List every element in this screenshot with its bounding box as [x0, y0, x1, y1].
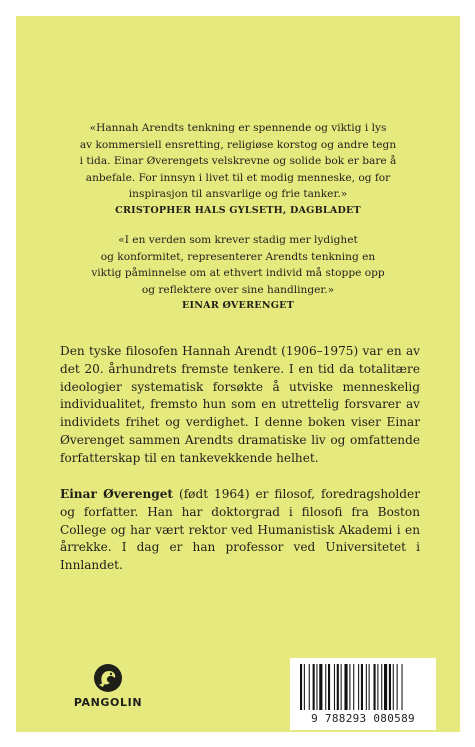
barcode-bar	[349, 664, 350, 710]
publisher-name: PANGOLIN	[73, 696, 143, 709]
barcode-bar	[369, 664, 370, 710]
barcode-bar	[304, 664, 305, 710]
barcode-bar	[341, 664, 342, 710]
barcode-bar	[402, 664, 403, 710]
isbn-number: 9 788293 080589	[311, 712, 415, 725]
barcode-bar	[389, 664, 391, 710]
quote-attribution: EINAR ØVERENGET	[182, 300, 294, 312]
quote-line: «Hannah Arendts tenkning er spennende og viktig i lys	[89, 122, 387, 134]
author-name: Einar Øverenget	[60, 487, 174, 501]
pangolin-logo-icon	[93, 663, 123, 693]
barcode-bar	[377, 664, 378, 710]
barcode-bar	[337, 664, 339, 710]
quote-line: «I en verden som krever stadig mer lydighet	[118, 234, 358, 246]
barcode-bar	[316, 664, 317, 710]
book-description: Den tyske filosofen Hannah Arendt (1906–1975) var en av det 20. århundrets fremste tenkere. I en tid da totalitære ideologier systematisk forsøkte å utviske menneskelig individualitet, fremsto hun som en utrettelig forsvarer av individets frihet og verdighet. I denne boken viser Einar Øverenget sammen Arendts dramatiske liv og omfattende forfatterskap til en tankevekkende helhet.	[60, 344, 420, 465]
review-quote-2	[56, 232, 420, 315]
author-bio	[60, 486, 420, 575]
quote-line: og reflektere over sine handlinger.»	[141, 283, 335, 296]
barcode-bar	[334, 664, 335, 710]
barcode-bar	[381, 664, 382, 710]
isbn-barcode	[290, 658, 436, 730]
publisher-logo	[72, 663, 144, 709]
barcode-bar	[397, 664, 398, 710]
barcode-bar	[358, 664, 359, 710]
barcode-bar	[366, 664, 367, 710]
barcode-bar	[300, 664, 302, 710]
quote-line: og konformitet, representerer Arendts tenkning en	[100, 250, 376, 263]
barcode-bar	[344, 664, 347, 710]
quote-line: viktig påminnelse om at ethvert individ må stoppe opp	[91, 267, 385, 280]
barcode-bar	[319, 664, 322, 710]
barcode-bar	[374, 664, 376, 710]
barcode-bar	[353, 664, 354, 710]
barcode-bar	[361, 664, 363, 710]
barcode-bar	[313, 664, 315, 710]
quote-attribution: CRISTOPHER HALS GYLSETH, DAGBLADET	[115, 204, 361, 216]
quote-line: i tida. Einar Øverengets velskrevne og solide bok er bare å	[79, 155, 397, 168]
quote-line: anbefale. For innsyn i livet til et modig menneske, og for	[85, 171, 391, 184]
barcode-bar	[393, 664, 394, 710]
author-bio-text: (født 1964) er filosof, foredragsholder og forfatter. Han har doktorgrad i filosofi fra Boston College og har vært rektor ved Humanistisk Akademi i en årrekke. I dag er han professor ved Universitetet i Innlandet.	[60, 487, 420, 573]
barcode-bar	[328, 664, 330, 710]
quote-line: av kommersiell ensretting, religiøse korstog og andre tegn	[79, 138, 397, 151]
quote-line: inspirasjon til ansvarlige og frie tanker.»	[128, 188, 348, 201]
barcode-bar	[325, 664, 326, 710]
barcode-bar	[384, 664, 387, 710]
barcode-bars	[298, 664, 428, 710]
review-quote-1	[56, 120, 420, 220]
back-cover	[16, 16, 460, 732]
barcode-bar	[309, 664, 310, 710]
